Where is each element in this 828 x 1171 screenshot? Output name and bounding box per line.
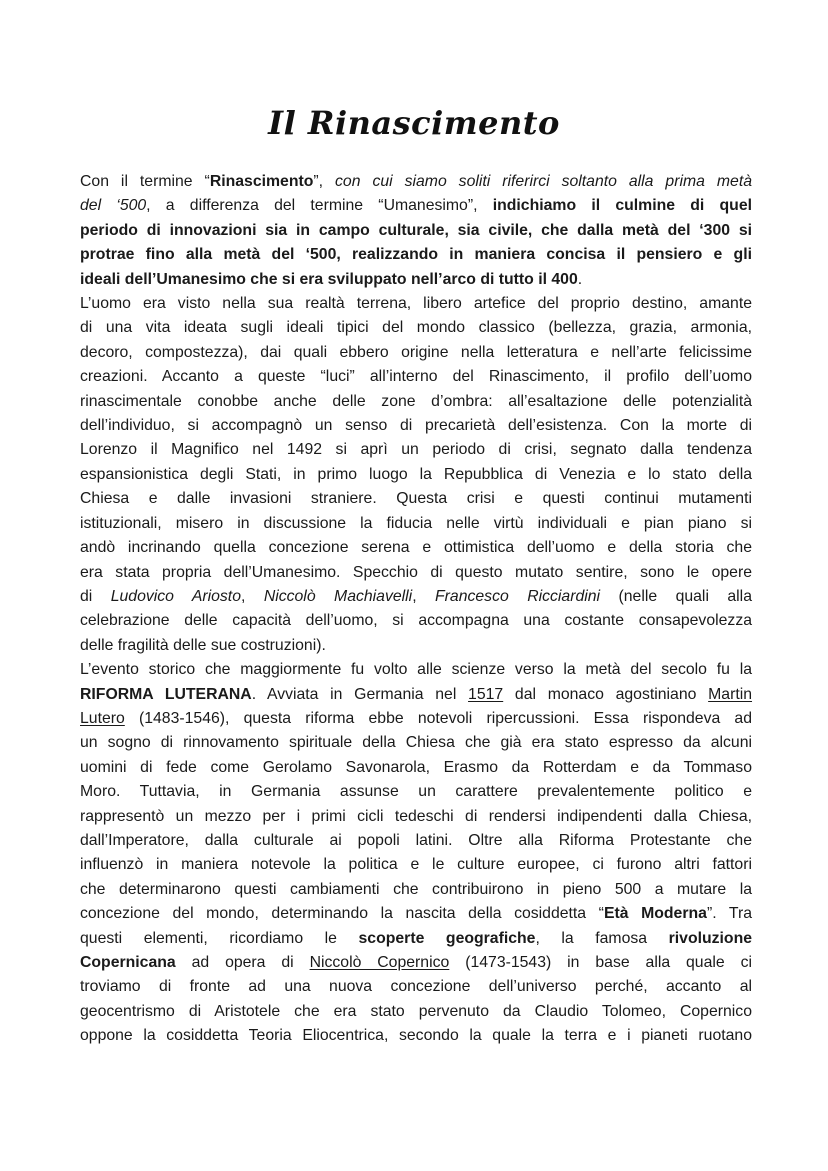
text-line: L’evento storico che maggiormente fu volto alle scienze verso la metà del secolo fu la: [80, 661, 752, 679]
text-line: Moro. Tuttavia, in Germania assunse un carattere prevalentemente politico e: [80, 783, 752, 801]
text-line: di Ludovico Ariosto, Niccolò Machiavelli, Francesco Ricciardini (nelle quali alla: [80, 587, 752, 605]
text-line: concezione del mondo, determinando la nascita della cosiddetta “Età Moderna”. Tra: [80, 905, 752, 923]
text-line: espansionistica degli Stati, in primo luogo la Repubblica di Venezia e lo stato della: [80, 465, 752, 483]
text-line: troviamo di fronte ad una nuova concezione dell’universo perché, accanto al: [80, 978, 752, 996]
text-line: che determinarono questi cambiamenti che contribuirono in pieno 500 a mutare la: [80, 880, 752, 898]
text-line: del ‘500, a differenza del termine “Umanesimo”, indichiamo il culmine di quel: [80, 197, 752, 215]
text-line: Copernicana ad opera di Niccolò Copernico (1473-1543) in base alla quale ci: [80, 954, 752, 971]
text-line: periodo di innovazioni sia in campo culturale, sia civile, che dalla metà del ‘300 si: [80, 221, 752, 239]
text-line: questi elementi, ricordiamo le scoperte geografiche, la famosa rivoluzione: [80, 929, 753, 947]
text-line: di una vita ideata sugli ideali tipici del mondo classico (bellezza, grazia, armonia,: [80, 319, 752, 337]
text-line: RIFORMA LUTERANA. Avviata in Germania nel 1517 dal monaco agostiniano Martin: [80, 685, 753, 703]
text-line: rinascimentale conobbe anche delle zone d’ombra: all’esaltazione delle potenzialità: [80, 392, 752, 410]
text-line: Lutero (1483-1546), questa riforma ebbe notevoli ripercussioni. Essa rispondeva ad: [80, 709, 752, 727]
text-line: protrae fino alla metà del ‘500, realizzando in maniera concisa il pensiero e gli: [80, 246, 752, 264]
paragraph-riforma: [80, 658, 752, 1049]
text-line: oppone la cosiddetta Teoria Eliocentrica, secondo la quale la terra e i pianeti ruotano: [80, 1027, 752, 1045]
text-line: Chiesa e dalle invasioni straniere. Questa crisi e questi continui mutamenti: [80, 490, 752, 508]
paragraph-uomo: [80, 292, 752, 658]
page-title: Il Rinascimento: [268, 104, 560, 142]
text-line: geocentrismo di Aristotele che era stato pervenuto da Claudio Tolomeo, Copernico: [80, 1002, 752, 1020]
text-line: decoro, compostezza), dai quali ebbero origine nella letteratura e nell’arte felicissime: [80, 343, 752, 361]
text-line: Lorenzo il Magnifico nel 1492 si aprì un periodo di crisi, segnato dalla tendenza: [80, 441, 752, 459]
text-line: Con il termine “Rinascimento”, con cui siamo soliti riferirci soltanto alla prima metà: [80, 173, 752, 190]
text-line: era stata propria dell’Umanesimo. Specchio di questo mutato sentire, sono le opere: [80, 563, 752, 581]
text-line: influenzò in maniera notevole la politica e le culture europee, ci furono altri fattori: [80, 856, 752, 874]
text-line: creazioni. Accanto a queste “luci” all’interno del Rinascimento, il profilo dell’uomo: [80, 368, 752, 386]
text-line: ideali dell’Umanesimo che si era sviluppato nell’arco di tutto il 400.: [80, 270, 583, 288]
paragraph-intro: [80, 170, 752, 292]
text-line: L’uomo era visto nella sua realtà terrena, libero artefice del proprio destino, amante: [80, 295, 752, 313]
text-line: delle fragilità delle sue costruzioni).: [80, 636, 326, 654]
text-line: istituzionali, misero in discussione la fiducia nelle virtù individuali e pian piano si: [80, 514, 752, 532]
text-line: un sogno di rinnovamento spirituale della Chiesa che già era stato espresso da alcuni: [80, 734, 752, 752]
text-line: dall’Imperatore, dalla culturale ai popoli latini. Oltre alla Riforma Protestante che: [80, 831, 752, 849]
text-line: dell’individuo, si accompagnò un senso di precarietà dell’esistenza. Con la morte di: [80, 417, 752, 435]
text-line: rappresentò un mezzo per i primi cicli tedeschi di rendersi indipendenti dalla Chiesa,: [80, 807, 752, 825]
text-line: celebrazione delle capacità dell’uomo, si accompagna una costante consapevolezza: [80, 612, 752, 630]
text-line: andò incrinando quella concezione serena e ottimistica dell’uomo e della storia che: [80, 539, 752, 557]
document-body: [80, 170, 752, 1049]
text-line: uomini di fede come Gerolamo Savonarola, Erasmo da Rotterdam e da Tommaso: [80, 758, 752, 776]
